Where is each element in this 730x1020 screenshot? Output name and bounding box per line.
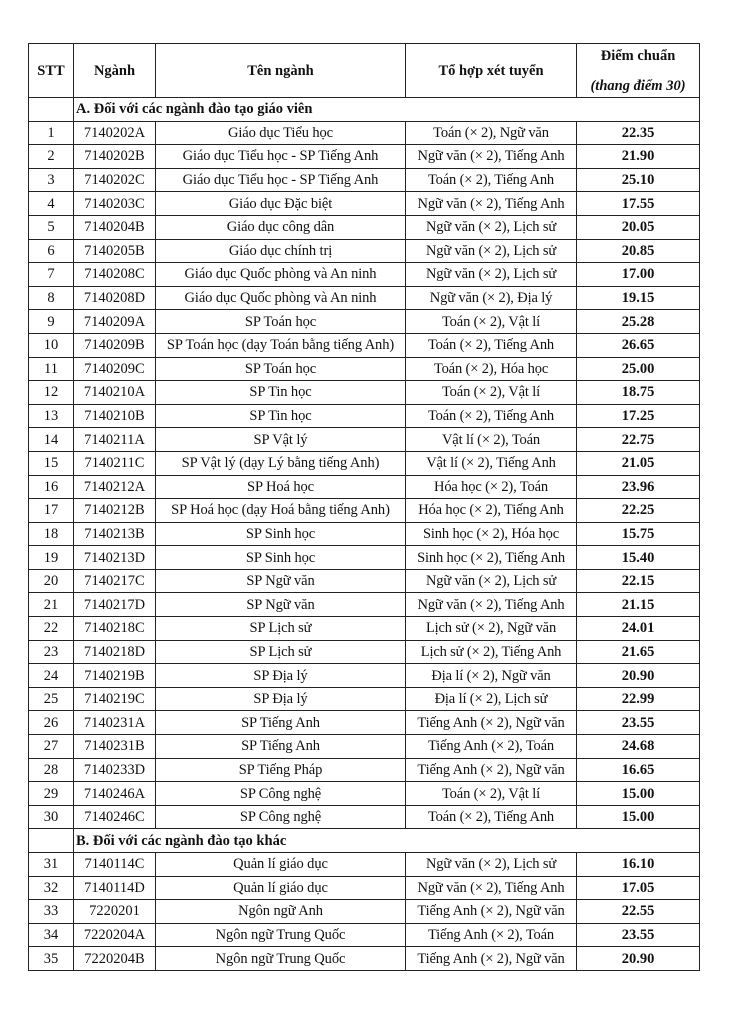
- cell-major-code: 7140246A: [74, 782, 156, 806]
- cell-major-code: 7140217C: [74, 569, 156, 593]
- table-row: [29, 593, 700, 617]
- cell-major-code: 7140219B: [74, 664, 156, 688]
- table-row: [29, 522, 700, 546]
- cell-cutoff-score: 25.28: [577, 310, 700, 334]
- cell-major-name: SP Lịch sử: [156, 617, 406, 641]
- cell-major-name: SP Ngữ văn: [156, 593, 406, 617]
- cell-subject-combo: Địa lí (× 2), Lịch sử: [406, 687, 577, 711]
- cell-stt: 16: [29, 475, 74, 499]
- cell-major-code: 7140205B: [74, 239, 156, 263]
- cell-cutoff-score: 20.85: [577, 239, 700, 263]
- cell-cutoff-score: 17.00: [577, 263, 700, 287]
- cell-major-name: Quản lí giáo dục: [156, 853, 406, 877]
- cell-major-code: 7140114C: [74, 853, 156, 877]
- cell-stt: 18: [29, 522, 74, 546]
- cell-cutoff-score: 22.75: [577, 428, 700, 452]
- cell-stt: 14: [29, 428, 74, 452]
- cell-major-name: SP Tiếng Anh: [156, 711, 406, 735]
- cell-subject-combo: Sinh học (× 2), Tiếng Anh: [406, 546, 577, 570]
- cell-subject-combo: Vật lí (× 2), Tiếng Anh: [406, 451, 577, 475]
- cell-cutoff-score: 22.15: [577, 569, 700, 593]
- cell-cutoff-score: 20.90: [577, 664, 700, 688]
- cell-cutoff-score: 22.35: [577, 121, 700, 145]
- cell-subject-combo: Ngữ văn (× 2), Lịch sử: [406, 853, 577, 877]
- cell-major-code: 7140208C: [74, 263, 156, 287]
- cell-major-code: 7140202B: [74, 145, 156, 169]
- cell-cutoff-score: 26.65: [577, 333, 700, 357]
- cell-subject-combo: Ngữ văn (× 2), Tiếng Anh: [406, 192, 577, 216]
- header-code: Ngành: [74, 44, 156, 98]
- cell-major-name: SP Sinh học: [156, 522, 406, 546]
- table-row: [29, 687, 700, 711]
- cell-major-name: SP Hoá học: [156, 475, 406, 499]
- cell-subject-combo: Lịch sử (× 2), Ngữ văn: [406, 617, 577, 641]
- table-row: [29, 404, 700, 428]
- table-row: [29, 286, 700, 310]
- header-score-title: Điểm chuẩn: [600, 47, 676, 64]
- cell-stt: 5: [29, 215, 74, 239]
- table-row: [29, 451, 700, 475]
- table-row: [29, 735, 700, 759]
- cell-stt: 26: [29, 711, 74, 735]
- cell-subject-combo: Toán (× 2), Vật lí: [406, 310, 577, 334]
- cell-stt: 22: [29, 617, 74, 641]
- cell-cutoff-score: 25.00: [577, 357, 700, 381]
- cell-subject-combo: Ngữ văn (× 2), Lịch sử: [406, 239, 577, 263]
- section-header-row: [29, 829, 700, 853]
- cell-subject-combo: Toán (× 2), Vật lí: [406, 782, 577, 806]
- cell-stt: 12: [29, 381, 74, 405]
- cell-major-code: 7140211C: [74, 451, 156, 475]
- table-header: [29, 44, 700, 98]
- cell-stt: 4: [29, 192, 74, 216]
- header-combo: Tổ hợp xét tuyển: [406, 44, 577, 98]
- cell-subject-combo: Toán (× 2), Hóa học: [406, 357, 577, 381]
- table-row: [29, 168, 700, 192]
- cell-stt: 11: [29, 357, 74, 381]
- cell-major-name: SP Vật lý (dạy Lý bằng tiếng Anh): [156, 451, 406, 475]
- cell-major-code: 7140218C: [74, 617, 156, 641]
- cell-stt: 25: [29, 687, 74, 711]
- cell-major-code: 7220204B: [74, 947, 156, 971]
- table-row: [29, 121, 700, 145]
- cell-cutoff-score: 18.75: [577, 381, 700, 405]
- cell-cutoff-score: 21.15: [577, 593, 700, 617]
- cell-major-name: SP Tin học: [156, 381, 406, 405]
- cell-stt: 31: [29, 853, 74, 877]
- table-row: [29, 333, 700, 357]
- cell-major-name: Ngôn ngữ Anh: [156, 900, 406, 924]
- cell-major-code: 7140246C: [74, 805, 156, 829]
- cell-subject-combo: Địa lí (× 2), Ngữ văn: [406, 664, 577, 688]
- cell-subject-combo: Toán (× 2), Tiếng Anh: [406, 168, 577, 192]
- table-row: [29, 381, 700, 405]
- cell-subject-combo: Ngữ văn (× 2), Tiếng Anh: [406, 145, 577, 169]
- cell-stt: 35: [29, 947, 74, 971]
- cell-major-name: Giáo dục Quốc phòng và An ninh: [156, 263, 406, 287]
- cell-major-name: Giáo dục Tiểu học: [156, 121, 406, 145]
- cell-cutoff-score: 15.00: [577, 805, 700, 829]
- table-row: [29, 239, 700, 263]
- section-title: B. Đối với các ngành đào tạo khác: [74, 829, 700, 853]
- cell-subject-combo: Sinh học (× 2), Hóa học: [406, 522, 577, 546]
- cell-major-code: 7140231A: [74, 711, 156, 735]
- cell-stt: 24: [29, 664, 74, 688]
- cell-cutoff-score: 19.15: [577, 286, 700, 310]
- cell-cutoff-score: 16.10: [577, 853, 700, 877]
- cell-major-name: SP Tiếng Anh: [156, 735, 406, 759]
- cell-subject-combo: Toán (× 2), Tiếng Anh: [406, 805, 577, 829]
- cell-major-name: SP Vật lý: [156, 428, 406, 452]
- cell-subject-combo: Hóa học (× 2), Toán: [406, 475, 577, 499]
- cell-major-name: Giáo dục Quốc phòng và An ninh: [156, 286, 406, 310]
- table-row: [29, 475, 700, 499]
- cell-subject-combo: Hóa học (× 2), Tiếng Anh: [406, 499, 577, 523]
- header-name: Tên ngành: [156, 44, 406, 98]
- cell-major-code: 7140202A: [74, 121, 156, 145]
- cell-stt: 10: [29, 333, 74, 357]
- cell-stt: 28: [29, 758, 74, 782]
- cell-major-name: SP Địa lý: [156, 664, 406, 688]
- cell-major-name: SP Ngữ văn: [156, 569, 406, 593]
- cell-cutoff-score: 23.55: [577, 923, 700, 947]
- header-score-scale: (thang điểm 30): [590, 77, 686, 94]
- cell-major-code: 7140231B: [74, 735, 156, 759]
- cell-cutoff-score: 17.05: [577, 876, 700, 900]
- cell-cutoff-score: 20.05: [577, 215, 700, 239]
- cell-major-name: SP Công nghệ: [156, 805, 406, 829]
- table-row: [29, 263, 700, 287]
- table-row: [29, 310, 700, 334]
- cell-major-name: SP Công nghệ: [156, 782, 406, 806]
- cell-cutoff-score: 15.40: [577, 546, 700, 570]
- cell-subject-combo: Ngữ văn (× 2), Tiếng Anh: [406, 593, 577, 617]
- cell-major-code: 7220201: [74, 900, 156, 924]
- cell-cutoff-score: 15.00: [577, 782, 700, 806]
- section-blank-cell: [29, 829, 74, 853]
- cell-major-code: 7220204A: [74, 923, 156, 947]
- cell-major-name: SP Toán học: [156, 357, 406, 381]
- cell-cutoff-score: 24.01: [577, 617, 700, 641]
- table-row: [29, 192, 700, 216]
- cell-stt: 8: [29, 286, 74, 310]
- cell-major-name: SP Sinh học: [156, 546, 406, 570]
- cell-subject-combo: Toán (× 2), Tiếng Anh: [406, 333, 577, 357]
- cell-major-code: 7140209C: [74, 357, 156, 381]
- cell-subject-combo: Ngữ văn (× 2), Lịch sử: [406, 263, 577, 287]
- header-score: [577, 44, 700, 98]
- cell-major-name: SP Toán học (dạy Toán bằng tiếng Anh): [156, 333, 406, 357]
- cell-major-name: SP Lịch sử: [156, 640, 406, 664]
- table-row: [29, 499, 700, 523]
- table-row: [29, 145, 700, 169]
- table-row: [29, 876, 700, 900]
- cell-stt: 17: [29, 499, 74, 523]
- table-row: [29, 923, 700, 947]
- cell-major-code: 7140219C: [74, 687, 156, 711]
- cell-major-name: SP Hoá học (dạy Hoá bằng tiếng Anh): [156, 499, 406, 523]
- cell-major-name: Giáo dục công dân: [156, 215, 406, 239]
- cell-major-name: Quản lí giáo dục: [156, 876, 406, 900]
- cell-cutoff-score: 24.68: [577, 735, 700, 759]
- cell-major-code: 7140212B: [74, 499, 156, 523]
- cell-cutoff-score: 22.25: [577, 499, 700, 523]
- cell-subject-combo: Tiếng Anh (× 2), Toán: [406, 923, 577, 947]
- cell-major-name: Giáo dục Tiểu học - SP Tiếng Anh: [156, 145, 406, 169]
- cell-subject-combo: Tiếng Anh (× 2), Ngữ văn: [406, 711, 577, 735]
- cell-subject-combo: Tiếng Anh (× 2), Toán: [406, 735, 577, 759]
- cell-cutoff-score: 21.05: [577, 451, 700, 475]
- cell-major-code: 7140211A: [74, 428, 156, 452]
- cell-stt: 27: [29, 735, 74, 759]
- cell-major-name: SP Tin học: [156, 404, 406, 428]
- table-row: [29, 546, 700, 570]
- table-row: [29, 853, 700, 877]
- cell-cutoff-score: 17.25: [577, 404, 700, 428]
- cell-stt: 30: [29, 805, 74, 829]
- cell-subject-combo: Ngữ văn (× 2), Lịch sử: [406, 569, 577, 593]
- cell-stt: 33: [29, 900, 74, 924]
- header-stt: STT: [29, 44, 74, 98]
- cell-major-code: 7140209B: [74, 333, 156, 357]
- admission-score-sheet: [28, 43, 699, 971]
- cell-subject-combo: Lịch sử (× 2), Tiếng Anh: [406, 640, 577, 664]
- table-row: [29, 782, 700, 806]
- cell-stt: 23: [29, 640, 74, 664]
- table-row: [29, 664, 700, 688]
- cell-subject-combo: Toán (× 2), Tiếng Anh: [406, 404, 577, 428]
- table-row: [29, 428, 700, 452]
- cell-cutoff-score: 23.55: [577, 711, 700, 735]
- cell-subject-combo: Tiếng Anh (× 2), Ngữ văn: [406, 758, 577, 782]
- header-row: [29, 44, 700, 98]
- table-row: [29, 900, 700, 924]
- cell-major-name: Ngôn ngữ Trung Quốc: [156, 947, 406, 971]
- cell-major-code: 7140204B: [74, 215, 156, 239]
- cell-subject-combo: Ngữ văn (× 2), Địa lý: [406, 286, 577, 310]
- cell-stt: 1: [29, 121, 74, 145]
- cell-cutoff-score: 20.90: [577, 947, 700, 971]
- cell-subject-combo: Tiếng Anh (× 2), Ngữ văn: [406, 947, 577, 971]
- cell-major-name: SP Địa lý: [156, 687, 406, 711]
- cell-major-code: 7140210B: [74, 404, 156, 428]
- cell-cutoff-score: 22.99: [577, 687, 700, 711]
- cell-major-code: 7140233D: [74, 758, 156, 782]
- cell-cutoff-score: 17.55: [577, 192, 700, 216]
- admission-score-table: [28, 43, 700, 971]
- table-row: [29, 947, 700, 971]
- cell-major-code: 7140208D: [74, 286, 156, 310]
- cell-major-code: 7140218D: [74, 640, 156, 664]
- table-row: [29, 357, 700, 381]
- cell-cutoff-score: 15.75: [577, 522, 700, 546]
- cell-cutoff-score: 16.65: [577, 758, 700, 782]
- section-title: A. Đối với các ngành đào tạo giáo viên: [74, 98, 700, 122]
- cell-cutoff-score: 22.55: [577, 900, 700, 924]
- cell-stt: 29: [29, 782, 74, 806]
- cell-major-code: 7140203C: [74, 192, 156, 216]
- cell-major-code: 7140212A: [74, 475, 156, 499]
- cell-cutoff-score: 25.10: [577, 168, 700, 192]
- cell-stt: 13: [29, 404, 74, 428]
- cell-stt: 3: [29, 168, 74, 192]
- cell-stt: 15: [29, 451, 74, 475]
- cell-major-code: 7140209A: [74, 310, 156, 334]
- cell-major-name: Giáo dục Đặc biệt: [156, 192, 406, 216]
- cell-cutoff-score: 23.96: [577, 475, 700, 499]
- cell-stt: 21: [29, 593, 74, 617]
- cell-major-name: SP Tiếng Pháp: [156, 758, 406, 782]
- section-blank-cell: [29, 98, 74, 122]
- table-row: [29, 569, 700, 593]
- cell-major-code: 7140213D: [74, 546, 156, 570]
- table-row: [29, 215, 700, 239]
- table-row: [29, 805, 700, 829]
- cell-subject-combo: Toán (× 2), Ngữ văn: [406, 121, 577, 145]
- table-row: [29, 617, 700, 641]
- table-row: [29, 711, 700, 735]
- cell-major-code: 7140217D: [74, 593, 156, 617]
- table-row: [29, 758, 700, 782]
- cell-major-code: 7140202C: [74, 168, 156, 192]
- cell-subject-combo: Ngữ văn (× 2), Tiếng Anh: [406, 876, 577, 900]
- cell-major-code: 7140114D: [74, 876, 156, 900]
- cell-stt: 32: [29, 876, 74, 900]
- section-header-row: [29, 98, 700, 122]
- cell-major-name: Ngôn ngữ Trung Quốc: [156, 923, 406, 947]
- cell-major-code: 7140213B: [74, 522, 156, 546]
- cell-major-name: Giáo dục Tiểu học - SP Tiếng Anh: [156, 168, 406, 192]
- cell-stt: 6: [29, 239, 74, 263]
- cell-stt: 19: [29, 546, 74, 570]
- cell-stt: 20: [29, 569, 74, 593]
- table-body: [29, 98, 700, 971]
- cell-subject-combo: Tiếng Anh (× 2), Ngữ văn: [406, 900, 577, 924]
- cell-stt: 2: [29, 145, 74, 169]
- cell-stt: 7: [29, 263, 74, 287]
- table-row: [29, 640, 700, 664]
- cell-major-code: 7140210A: [74, 381, 156, 405]
- cell-stt: 9: [29, 310, 74, 334]
- cell-subject-combo: Vật lí (× 2), Toán: [406, 428, 577, 452]
- cell-subject-combo: Ngữ văn (× 2), Lịch sử: [406, 215, 577, 239]
- cell-major-name: Giáo dục chính trị: [156, 239, 406, 263]
- cell-cutoff-score: 21.90: [577, 145, 700, 169]
- cell-major-name: SP Toán học: [156, 310, 406, 334]
- cell-subject-combo: Toán (× 2), Vật lí: [406, 381, 577, 405]
- cell-stt: 34: [29, 923, 74, 947]
- cell-cutoff-score: 21.65: [577, 640, 700, 664]
